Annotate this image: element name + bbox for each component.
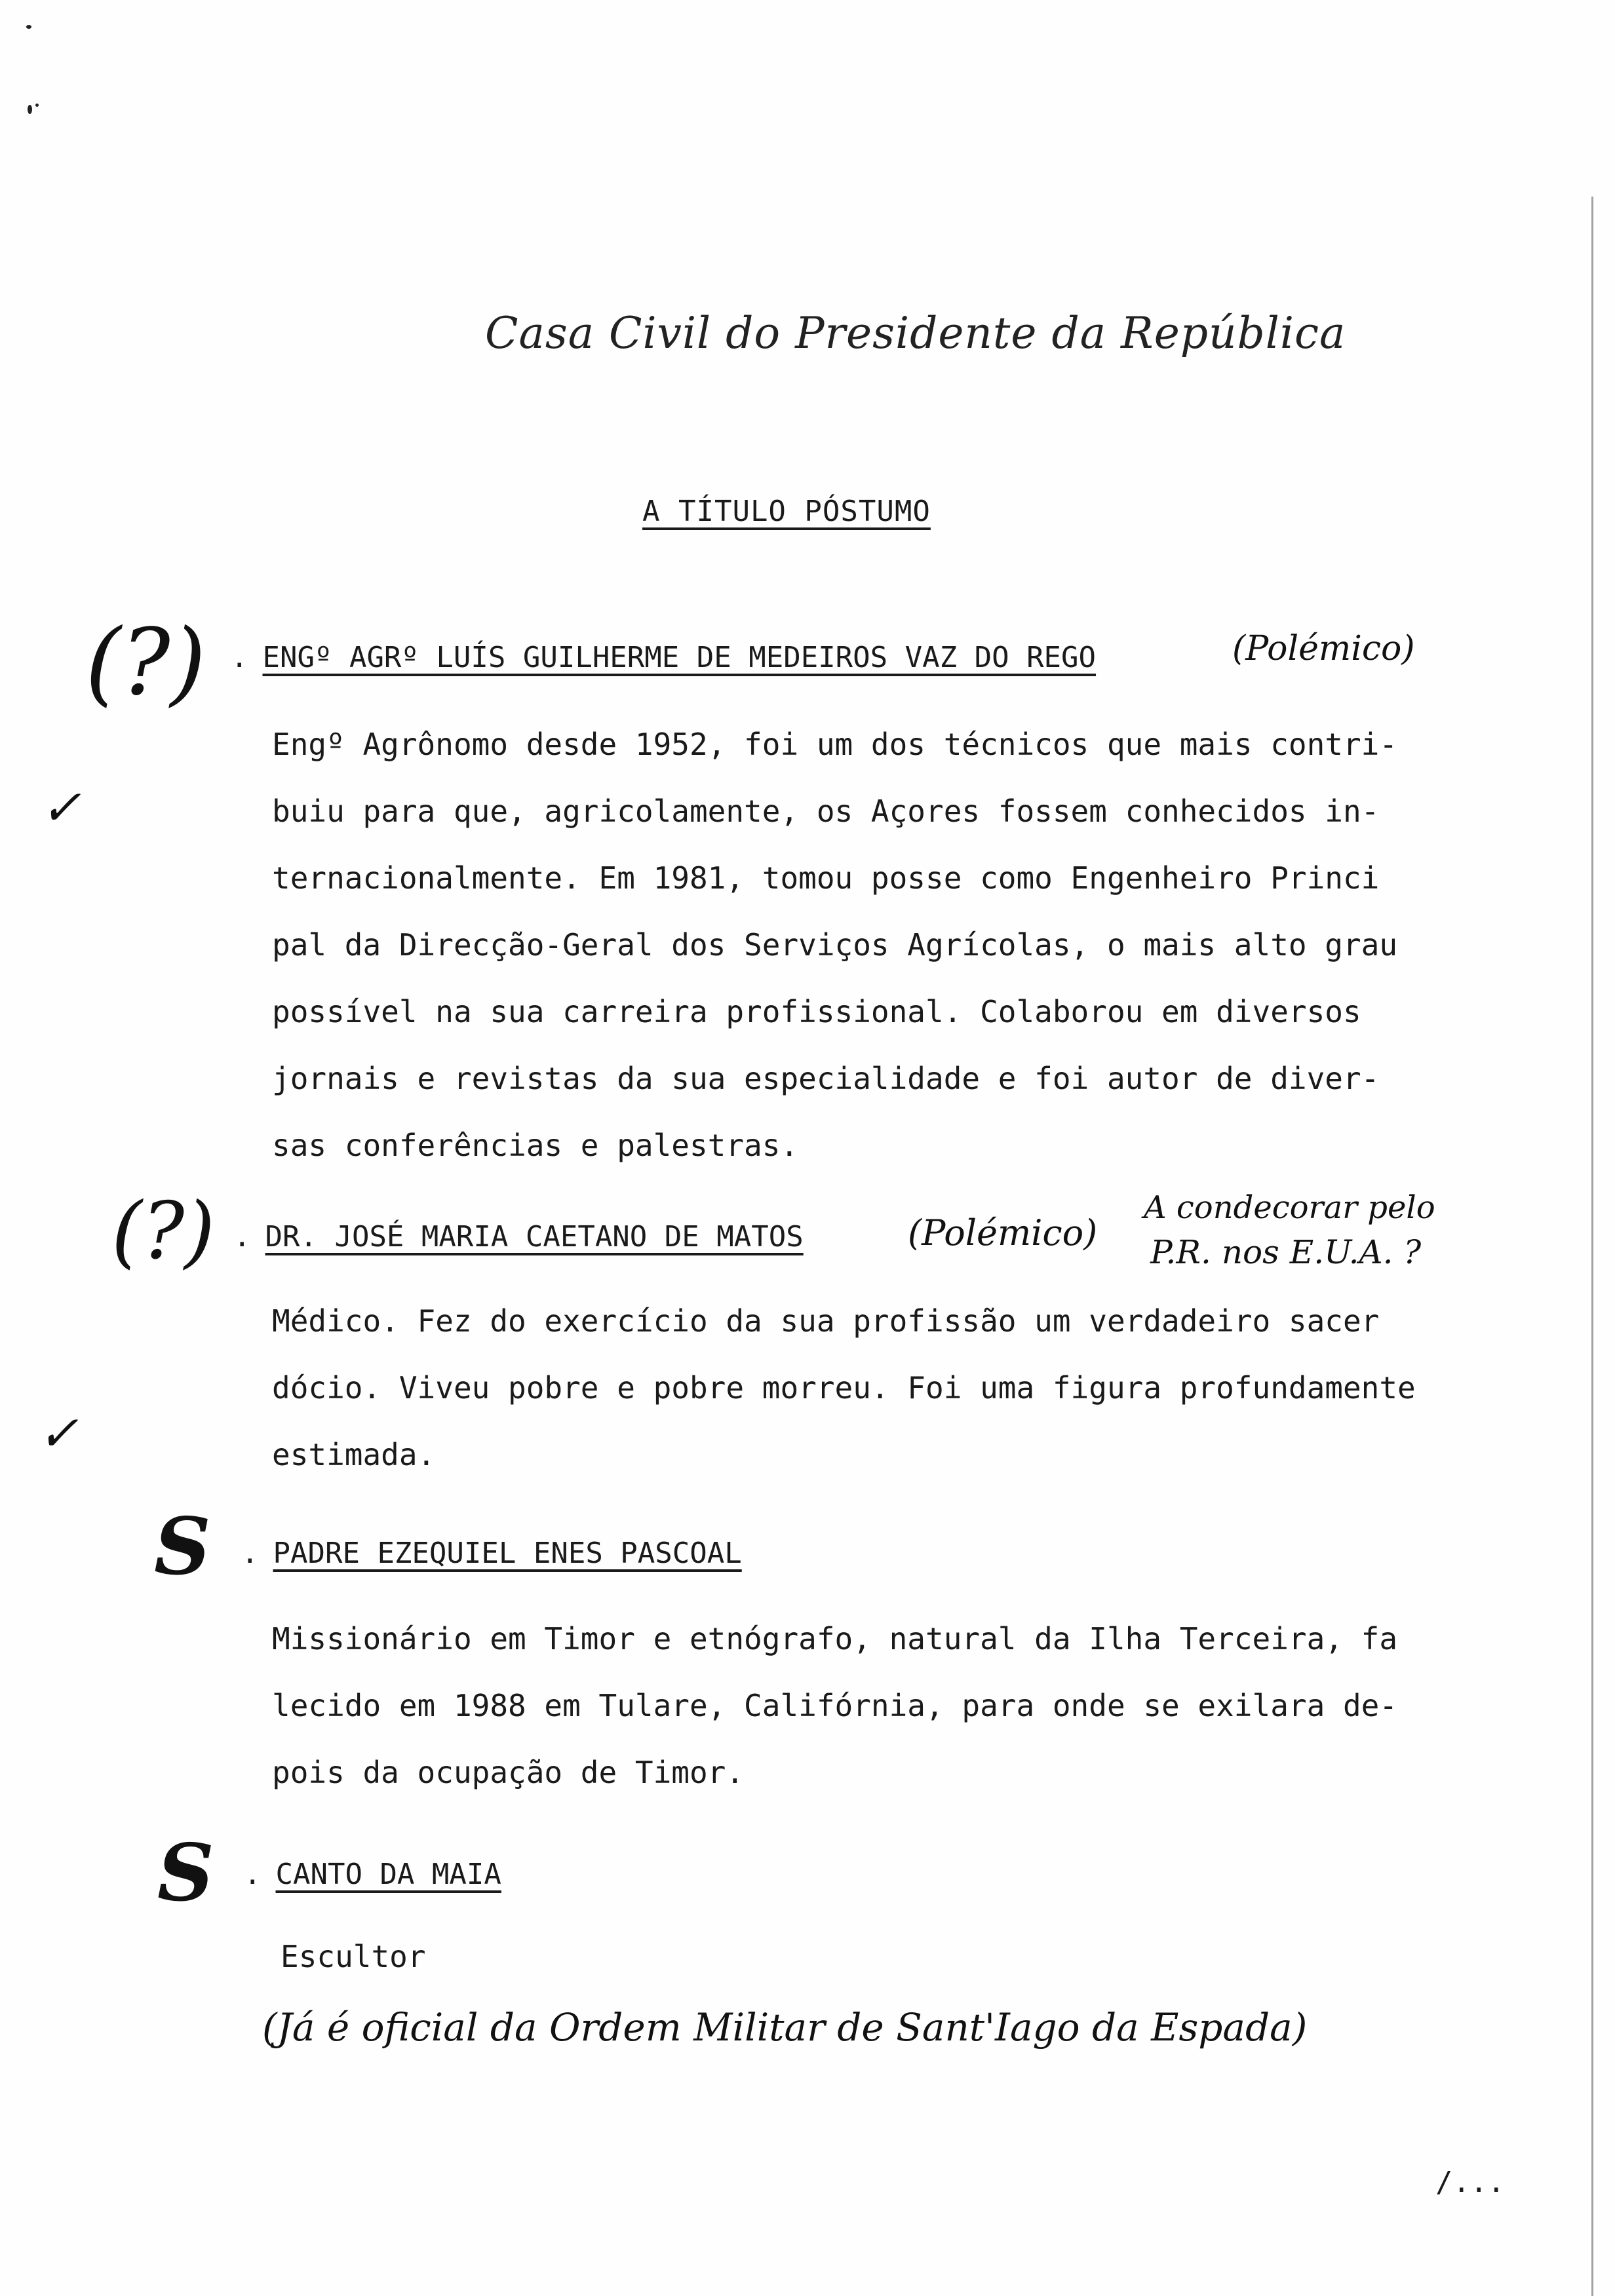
scan-edge-line: [1591, 197, 1593, 2296]
entry-name: PADRE EZEQUIEL ENES PASCOAL: [273, 1537, 742, 1570]
entry-bullet: .: [241, 1537, 259, 1570]
paragraph-line: estimada.: [272, 1437, 436, 1472]
paragraph-line: lecido em 1988 em Tulare, Califórnia, para onde se exilara de-: [272, 1688, 1398, 1723]
paragraph-line: buiu para que, agricolamente, os Açores fossem conhecidos in-: [272, 794, 1380, 829]
entry-bullet: .: [244, 1858, 262, 1891]
scan-speck: [26, 25, 31, 29]
paragraph-line: Engº Agrônomo desde 1952, foi um dos técnicos que mais contri-: [272, 727, 1398, 762]
entry-name: ENGº AGRº LUÍS GUILHERME DE MEDEIROS VAZ DO REGO: [262, 641, 1097, 674]
paragraph-line: Médico. Fez do exercício da sua profissão um verdadeiro sacer: [272, 1303, 1380, 1339]
margin-s-mark: S: [154, 1501, 211, 1593]
entry-name: DR. JOSÉ MARIA CAETANO DE MATOS: [265, 1220, 804, 1253]
handwritten-side-note: P.R. nos E.U.A. ?: [1150, 1233, 1422, 1271]
margin-question-mark: (?): [85, 609, 206, 716]
page-continuation: /...: [1435, 2166, 1505, 2199]
entry-bullet: .: [233, 1220, 251, 1253]
paragraph-line: possível na sua carreira profissional. Colaborou em diversos: [272, 994, 1361, 1029]
handwritten-note: (Já é oficial da Ordem Militar de Sant'Iago da Espada): [262, 2005, 1308, 2050]
check-mark: ✓: [38, 1406, 79, 1462]
handwritten-side-note: A condecorar pelo: [1144, 1189, 1435, 1226]
entry-paragraph: [272, 1288, 1504, 1488]
entry-paragraph: [272, 711, 1504, 1179]
entry-paragraph: [272, 1605, 1504, 1806]
entry-heading: [244, 1858, 501, 1891]
margin-question-mark: (?): [111, 1186, 215, 1277]
paragraph-line: dócio. Viveu pobre e pobre morreu. Foi uma figura profundamente: [272, 1370, 1416, 1406]
letterhead: Casa Civil do Presidente da República: [485, 308, 1346, 358]
paragraph-line: pal da Direcção-Geral dos Serviços Agrícolas, o mais alto grau: [272, 927, 1398, 963]
paragraph-line: Escultor: [281, 1939, 426, 1974]
entry-bullet: .: [231, 641, 248, 674]
paragraph-line: pois da ocupação de Timor.: [272, 1755, 745, 1790]
scan-speck: [28, 105, 32, 114]
entry-name: CANTO DA MAIA: [275, 1858, 501, 1891]
entry-paragraph: [281, 1923, 1513, 1990]
paragraph-line: ternacionalmente. Em 1981, tomou posse como Engenheiro Princi: [272, 860, 1380, 896]
document-title: A TÍTULO PÓSTUMO: [642, 495, 931, 528]
handwritten-note: (Polémico): [1232, 629, 1415, 668]
handwritten-note: (Polémico): [908, 1212, 1098, 1253]
paragraph-line: Missionário em Timor e etnógrafo, natural da Ilha Terceira, fa: [272, 1621, 1398, 1656]
check-mark: ✓: [41, 780, 82, 836]
scan-speck: [35, 104, 39, 107]
entry-heading: [231, 641, 1096, 674]
paragraph-line: sas conferências e palestras.: [272, 1128, 799, 1163]
margin-s-mark: S: [157, 1827, 214, 1919]
entry-heading: [233, 1220, 804, 1253]
entry-heading: [241, 1537, 742, 1570]
paragraph-line: jornais e revistas da sua especialidade e foi autor de diver-: [272, 1061, 1380, 1096]
